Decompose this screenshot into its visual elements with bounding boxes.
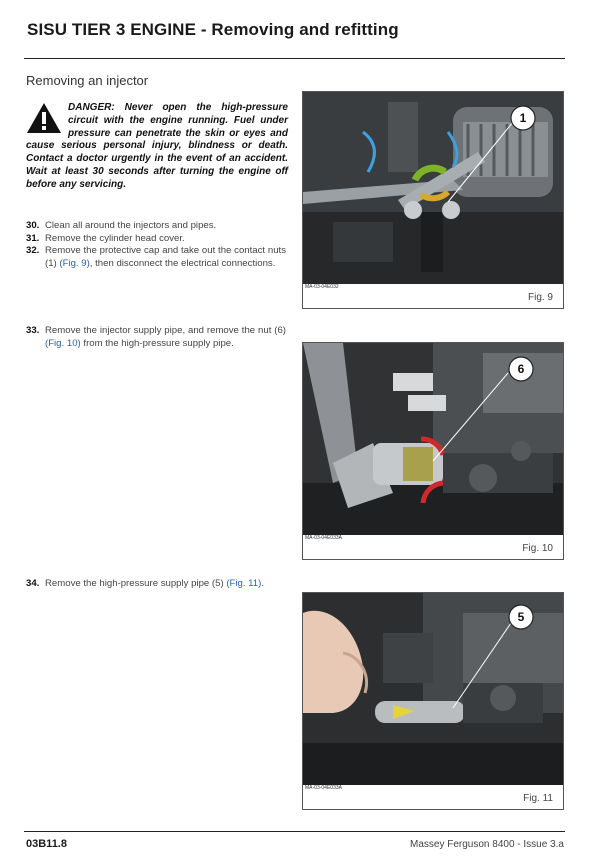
step-text: Remove the cylinder head cover. <box>45 232 185 244</box>
danger-warning <box>26 102 288 192</box>
step-text: Clean all around the injectors and pipes. <box>45 220 217 231</box>
footer-divider <box>24 831 565 832</box>
step-32 <box>26 245 286 270</box>
step-30 <box>26 220 286 233</box>
step-text: Remove the protective cap and take out the contact nuts (1) (Fig. 9), then disconnect the electrical connections. <box>45 245 286 269</box>
step-number: 30. <box>26 220 40 231</box>
figure-caption: Fig. 10 <box>522 543 553 554</box>
page-code: 03B11.8 <box>26 838 67 850</box>
steps-list <box>26 220 286 270</box>
figure-11 <box>302 592 564 810</box>
step-number: 32. <box>26 245 40 257</box>
figure-reference-link[interactable]: (Fig. 10) <box>45 337 81 349</box>
step-text: Remove the high-pressure supply pipe (5) (Fig. 11). <box>45 578 264 589</box>
photo-code: MA-03-04E032 <box>305 284 339 290</box>
step-number: 33. <box>26 325 40 336</box>
engine-photo-injector-nuts <box>303 92 563 284</box>
step-31 <box>26 233 286 246</box>
figure-10 <box>302 342 564 560</box>
figure-caption: Fig. 11 <box>523 793 553 804</box>
warning-triangle-icon <box>26 102 62 134</box>
publication-info: Massey Ferguson 8400 - Issue 3.a <box>410 839 564 850</box>
figure-caption: Fig. 9 <box>527 292 553 303</box>
danger-label: DANGER: <box>68 102 115 113</box>
callout-6: 6 <box>517 362 525 376</box>
engine-photo-supply-pipe-nut <box>303 343 563 535</box>
figure-reference-link[interactable]: (Fig. 9) <box>59 257 90 269</box>
danger-text: Never open the high-pressure circuit with the engine running. Fuel under pressure can penetrate the skin or eyes and cause serious personal injury, blindness or death. Contact a doctor urgently in the event of an accident. Wait at least 30 seconds after turning the engine off before any servicing. <box>26 102 288 190</box>
callout-1: 1 <box>519 111 527 125</box>
page-title: SISU TIER 3 ENGINE - Removing and refitting <box>27 20 399 39</box>
photo-code: MA-03-04E033A <box>305 535 342 541</box>
steps-list <box>26 325 286 350</box>
step-33 <box>26 325 286 350</box>
step-34 <box>26 578 286 591</box>
callout-5: 5 <box>517 610 525 624</box>
figure-9 <box>302 91 564 309</box>
figure-reference-link[interactable]: (Fig. 11) <box>226 578 262 589</box>
photo-code: MA-03-04E033A <box>305 785 342 791</box>
section-heading: Removing an injector <box>26 73 149 88</box>
steps-list <box>26 578 286 591</box>
step-number: 31. <box>26 232 40 244</box>
step-text: Remove the injector supply pipe, and remove the nut (6) (Fig. 10) from the high-pressure supply pipe. <box>45 325 286 349</box>
header-divider <box>24 58 565 59</box>
step-number: 34. <box>26 578 40 589</box>
engine-photo-supply-pipe-removal <box>303 593 563 785</box>
